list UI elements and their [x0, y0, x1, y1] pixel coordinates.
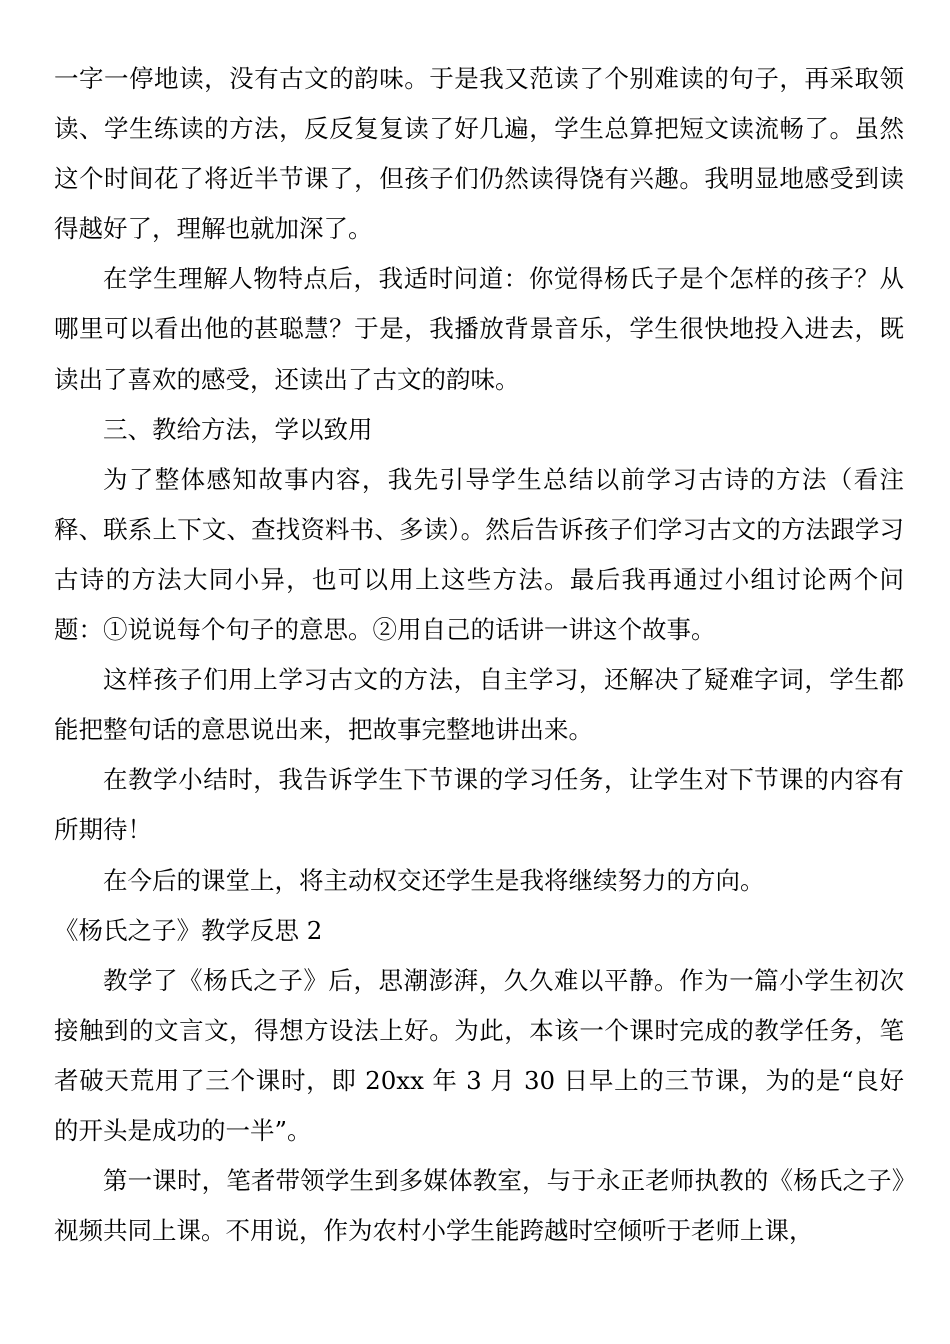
document-page	[54, 54, 904, 1256]
paragraph: 一字一停地读，没有古文的韵味。于是我又范读了个别难读的句子，再采取领读、学生练读的方法，反反复复读了好几遍，学生总算把短文读流畅了。虽然这个时间花了将近半节课了，但孩子们仍然读得饶有兴趣。我明显地感受到读得越好了，理解也就加深了。	[54, 64, 904, 244]
paragraph: 教学了《杨氏之子》后，思潮澎湃，久久难以平静。作为一篇小学生初次接触到的文言文，得想方设法上好。为此，本该一个课时完成的教学任务，笔者破天荒用了三个课时，即 20xx 年 3 月 30 日早上的三节课，为的是“良好的开头是成功的一半”。	[54, 965, 904, 1145]
section-heading: 三、教给方法，学以致用	[103, 414, 373, 444]
article-title: 《杨氏之子》教学反思 2	[54, 915, 323, 945]
paragraph: 第一课时，笔者带领学生到多媒体教室，与于永正老师执教的《杨氏之子》视频共同上课。不用说，作为农村小学生能跨越时空倾听于老师上课，	[54, 1166, 904, 1246]
paragraph: 在学生理解人物特点后，我适时问道：你觉得杨氏子是个怎样的孩子？从哪里可以看出他的甚聪慧？于是，我播放背景音乐，学生很快地投入进去，既读出了喜欢的感受，还读出了古文的韵味。	[54, 264, 904, 394]
paragraph: 为了整体感知故事内容，我先引导学生总结以前学习古诗的方法（看注释、联系上下文、查找资料书、多读）。然后告诉孩子们学习古文的方法跟学习古诗的方法大同小异，也可以用上这些方法。最后我再通过小组讨论两个问题：①说说每个句子的意思。②用自己的话讲一讲这个故事。	[54, 464, 904, 645]
paragraph: 在教学小结时，我告诉学生下节课的学习任务，让学生对下节课的内容有所期待！	[54, 765, 904, 845]
paragraph: 在今后的课堂上，将主动权交还学生是我将继续努力的方向。	[103, 865, 765, 895]
paragraph: 这样孩子们用上学习古文的方法，自主学习，还解决了疑难字词，学生都能把整句话的意思说出来，把故事完整地讲出来。	[54, 665, 904, 745]
